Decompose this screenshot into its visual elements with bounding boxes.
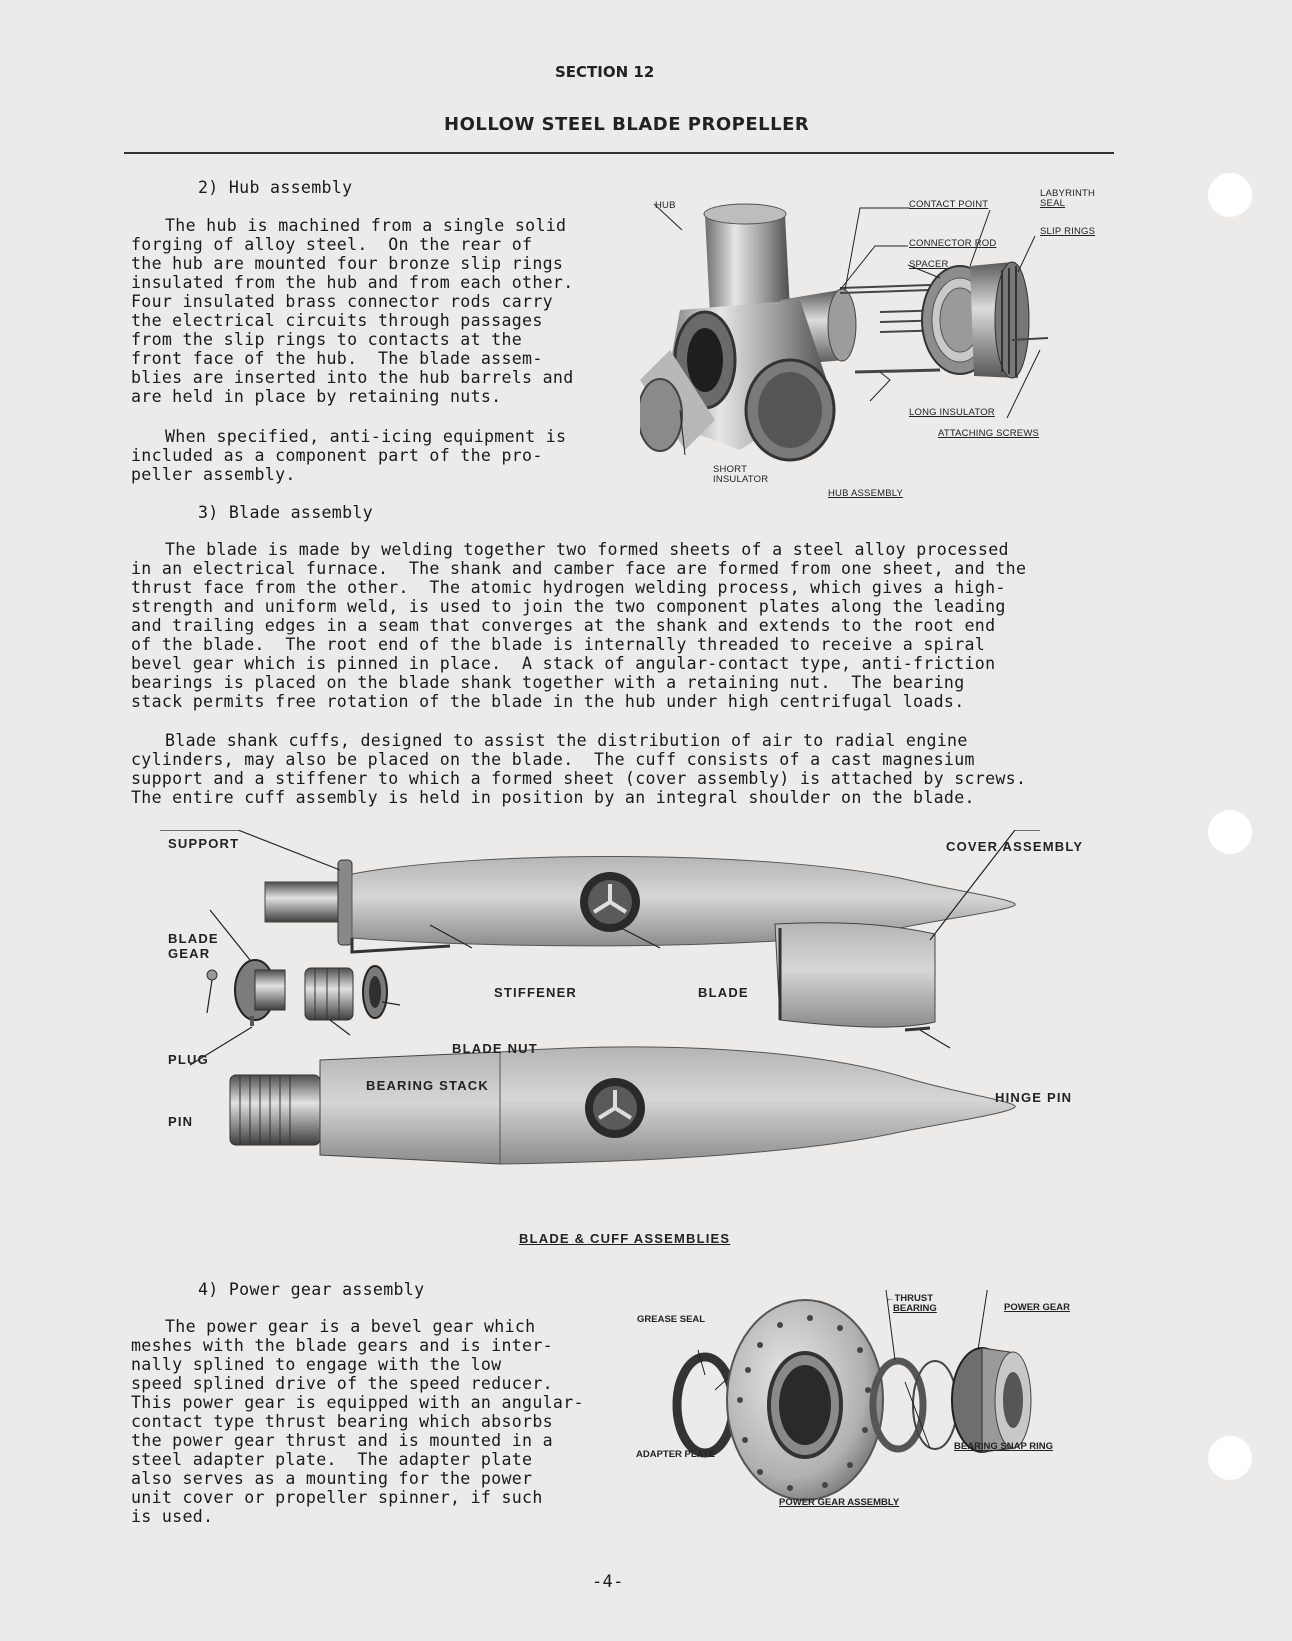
- text-line: the hub are mounted four bronze slip rings: [131, 254, 564, 273]
- text-line: support and a stiffener to which a formed sheet (cover assembly) is attached by screws.: [131, 769, 1027, 788]
- hub-heading: 2) Hub assembly: [198, 178, 353, 197]
- support-label: SUPPORT: [168, 836, 240, 851]
- text-line: peller assembly.: [131, 465, 296, 484]
- text-line: nally splined to engage with the low: [131, 1355, 502, 1374]
- power-gear-paragraph: [131, 1317, 584, 1526]
- hinge-pin-label: HINGE PIN: [995, 1090, 1073, 1105]
- text-line: This power gear is equipped with an angular-: [131, 1393, 584, 1412]
- spacer-label: SPACER: [909, 259, 949, 270]
- binder-hole-bottom: [1208, 1436, 1252, 1480]
- text-line: The power gear is a bevel gear which: [165, 1317, 536, 1336]
- text-line: and trailing edges in a seam that converges at the shank and extends to the root end: [131, 616, 996, 635]
- text-line: stack permits free rotation of the blade in the hub under high centrifugal loads.: [131, 692, 965, 711]
- text-line: are held in place by retaining nuts.: [131, 387, 502, 406]
- blade-paragraph-2: [131, 731, 1026, 807]
- contact-point-label: CONTACT POINT: [909, 199, 989, 210]
- text-line: bevel gear which is pinned in place. A stack of angular-contact type, anti-friction: [131, 654, 996, 673]
- bearing-stack-label: BEARING STACK: [366, 1078, 489, 1093]
- blade-gear-label: [168, 931, 219, 961]
- text-line: bearings is placed on the blade shank together with a retaining nut. The bearing: [131, 673, 965, 692]
- header-rule: [124, 152, 1114, 154]
- text-line: also serves as a mounting for the power: [131, 1469, 533, 1488]
- text-line: is used.: [131, 1507, 214, 1526]
- label-line: SHORT: [713, 464, 748, 475]
- text-line: of the blade. The root end of the blade is internally threaded to receive a spiral: [131, 635, 986, 654]
- label-line: LABYRINTH: [1040, 188, 1096, 199]
- pin-label: PIN: [168, 1114, 194, 1129]
- blade-paragraph-1: [131, 540, 1026, 711]
- binder-hole-middle: [1208, 810, 1252, 854]
- power-gear-assembly-caption: POWER GEAR ASSEMBLY: [779, 1497, 900, 1508]
- label-line: INSULATOR: [713, 474, 769, 485]
- text-line: insulated from the hub and from each other.: [131, 273, 574, 292]
- text-line: meshes with the blade gears and is inter-: [131, 1336, 553, 1355]
- text-line: thrust face from the other. The atomic hydrogen welding process, which gives a high-: [131, 578, 1006, 597]
- hub-paragraph-2: [131, 427, 566, 484]
- text-line: speed splined drive of the speed reducer.: [131, 1374, 553, 1393]
- label-line: BLADE: [168, 931, 219, 946]
- text-line: from the slip rings to contacts at the: [131, 330, 523, 349]
- text-line: in an electrical furnace. The shank and camber face are formed from one sheet, and the: [131, 559, 1027, 578]
- text-line: front face of the hub. The blade assem-: [131, 349, 543, 368]
- page-number: -4-: [592, 1572, 624, 1592]
- hub-label: HUB: [655, 200, 676, 211]
- long-insulator-label: LONG INSULATOR: [909, 407, 995, 418]
- thrust-bearing-label: [885, 1294, 937, 1314]
- connector-rod-label: CONNECTOR ROD: [909, 238, 997, 249]
- labyrinth-seal-label: [1040, 189, 1095, 209]
- short-insulator-label: [713, 465, 768, 485]
- page-title: HOLLOW STEEL BLADE PROPELLER: [444, 114, 810, 135]
- power-gear-label: POWER GEAR: [1004, 1302, 1070, 1313]
- hub-paragraph-1: [131, 216, 573, 406]
- label-line: SEAL: [1040, 198, 1066, 209]
- blade-label: BLADE: [698, 985, 749, 1000]
- hub-assembly-illustration: [640, 190, 1100, 490]
- text-line: unit cover or propeller spinner, if such: [131, 1488, 543, 1507]
- text-line: steel adapter plate. The adapter plate: [131, 1450, 533, 1469]
- grease-seal-label: GREASE SEAL: [637, 1314, 706, 1325]
- text-line: The blade is made by welding together two formed sheets of a steel alloy processed: [165, 540, 1009, 559]
- attaching-screws-label: ATTACHING SCREWS: [938, 428, 1040, 439]
- hub-assembly-caption: HUB ASSEMBLY: [828, 488, 904, 499]
- stiffener-label: STIFFENER: [494, 985, 578, 1000]
- text-line: The hub is machined from a single solid: [165, 216, 567, 235]
- text-line: When specified, anti-icing equipment is: [165, 427, 567, 446]
- bearing-snap-ring-label: BEARING SNAP RING: [954, 1441, 1054, 1452]
- text-line: the electrical circuits through passages: [131, 311, 543, 330]
- plug-label: PLUG: [168, 1052, 209, 1067]
- binder-hole-top: [1208, 173, 1252, 217]
- blade-nut-label: BLADE NUT: [452, 1041, 538, 1056]
- slip-rings-label: SLIP RINGS: [1040, 226, 1096, 237]
- text-line: included as a component part of the pro-: [131, 446, 543, 465]
- text-line: forging of alloy steel. On the rear of: [131, 235, 533, 254]
- blade-heading: 3) Blade assembly: [198, 503, 373, 522]
- text-line: cylinders, may also be placed on the blade. The cuff consists of a cast magnesium: [131, 750, 975, 769]
- section-label: SECTION 12: [555, 63, 655, 81]
- text-line: The entire cuff assembly is held in position by an integral shoulder on the blade.: [131, 788, 975, 807]
- text-line: strength and uniform weld, is used to join the two component plates along the leading: [131, 597, 1006, 616]
- arrow-left-icon: ←: [885, 1293, 895, 1304]
- adapter-plate-label: ADAPTER PLATE: [636, 1449, 715, 1460]
- text-line: Blade shank cuffs, designed to assist the distribution of air to radial engine: [165, 731, 968, 750]
- label-line: BEARING: [893, 1303, 937, 1314]
- text-line: blies are inserted into the hub barrels and: [131, 368, 574, 387]
- cover-assembly-label: COVER ASSEMBLY: [946, 839, 1084, 854]
- label-line: GEAR: [168, 946, 211, 961]
- label-line-text: THRUST: [894, 1293, 934, 1304]
- text-line: the power gear thrust and is mounted in a: [131, 1431, 553, 1450]
- blade-cuff-illustration: [160, 830, 1080, 1210]
- blade-cuff-caption: BLADE & CUFF ASSEMBLIES: [519, 1231, 731, 1246]
- text-line: contact type thrust bearing which absorbs: [131, 1412, 553, 1431]
- power-gear-heading: 4) Power gear assembly: [198, 1280, 425, 1299]
- text-line: Four insulated brass connector rods carry: [131, 292, 553, 311]
